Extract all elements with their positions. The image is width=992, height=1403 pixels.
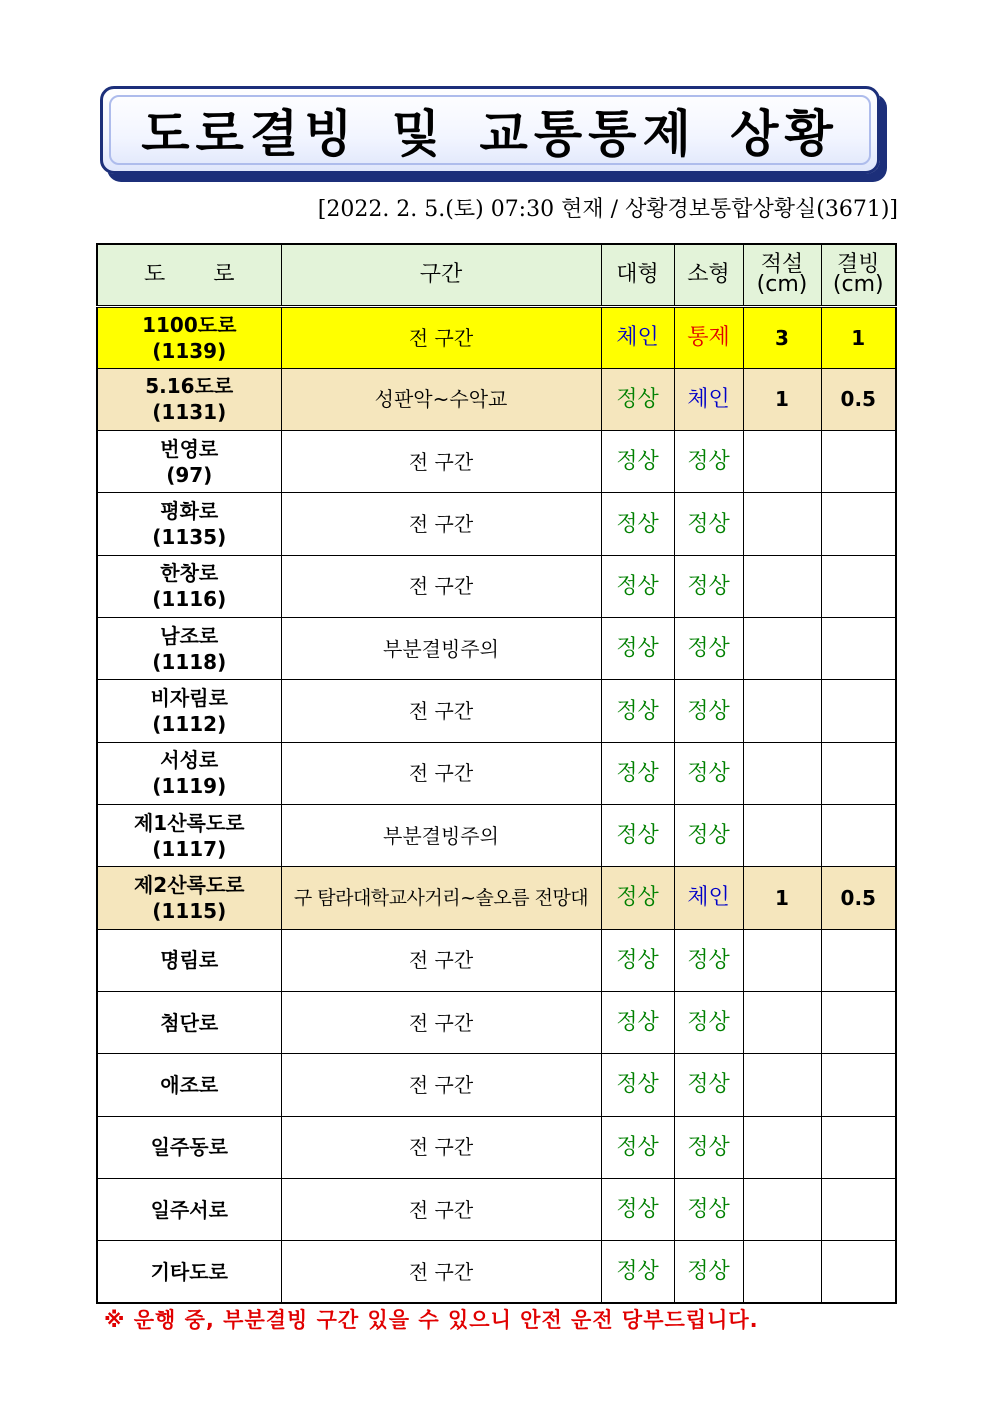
ice-depth-cell [821, 1054, 896, 1116]
ice-depth-cell [821, 805, 896, 867]
section-cell: 전 구간 [281, 1178, 601, 1240]
small-vehicle-status [674, 1116, 743, 1178]
small-vehicle-status [674, 1178, 743, 1240]
road-name-cell [97, 991, 281, 1053]
road-name: 남조로 [160, 623, 219, 648]
section-cell: 전 구간 [281, 1116, 601, 1178]
section-cell: 전 구간 [281, 929, 601, 991]
table-row [97, 805, 896, 867]
table-header-row [97, 244, 896, 306]
large-vehicle-status [601, 618, 674, 680]
section-cell: 전 구간 [281, 680, 601, 742]
ice-depth-cell [821, 493, 896, 555]
ice-depth-cell: 0.5 [821, 368, 896, 430]
status-text: 정상 [687, 1010, 730, 1036]
status-text: 정상 [687, 760, 730, 786]
road-name: 1100도로 [142, 312, 237, 337]
status-text: 정상 [687, 1134, 730, 1160]
road-number: (1139) [152, 338, 227, 363]
road-name: 서성로 [160, 748, 219, 773]
snow-depth-cell [743, 991, 821, 1053]
snow-depth-cell [743, 680, 821, 742]
status-text: 정상 [687, 698, 730, 724]
road-name-cell [97, 1178, 281, 1240]
road-name-cell [97, 618, 281, 680]
status-text: 정상 [616, 760, 659, 786]
header-ice-unit: (cm) [832, 271, 884, 297]
large-vehicle-status [601, 431, 674, 493]
small-vehicle-status [674, 805, 743, 867]
section-cell: 전 구간 [281, 1241, 601, 1303]
header-snow-depth [743, 244, 821, 306]
status-text: 정상 [616, 698, 659, 724]
status-text: 정상 [616, 1072, 659, 1098]
section-cell: 전 구간 [281, 555, 601, 617]
snow-depth-cell [743, 805, 821, 867]
large-vehicle-status [601, 867, 674, 929]
ice-depth-cell [821, 1116, 896, 1178]
status-text: 정상 [687, 1259, 730, 1285]
section-cell: 전 구간 [281, 306, 601, 368]
road-name-cell [97, 805, 281, 867]
table-row [97, 1178, 896, 1240]
small-vehicle-status [674, 867, 743, 929]
road-name-cell [97, 555, 281, 617]
small-vehicle-status [674, 1054, 743, 1116]
header-section: 구간 [281, 244, 601, 306]
status-text: 정상 [687, 947, 730, 973]
snow-depth-cell [743, 1241, 821, 1303]
road-number: (1118) [152, 649, 227, 674]
status-text: 정상 [616, 823, 659, 849]
large-vehicle-status [601, 1241, 674, 1303]
header-snow-unit: (cm) [756, 271, 808, 297]
table-row [97, 493, 896, 555]
table-row [97, 1116, 896, 1178]
road-name-cell [97, 306, 281, 368]
status-text: 정상 [687, 573, 730, 599]
snow-depth-cell [743, 618, 821, 680]
status-text: 정상 [687, 449, 730, 475]
section-cell: 구 탐라대학교사거리~솔오름 전망대 [281, 867, 601, 929]
header-road-char-1: 도 [143, 261, 166, 287]
status-text: 정상 [616, 1259, 659, 1285]
large-vehicle-status [601, 805, 674, 867]
small-vehicle-status [674, 680, 743, 742]
road-number: (1112) [152, 712, 227, 737]
small-vehicle-status [674, 991, 743, 1053]
ice-depth-cell [821, 1241, 896, 1303]
header-road-char-2: 로 [213, 261, 235, 287]
table-row [97, 368, 896, 430]
section-cell: 성판악~수악교 [281, 368, 601, 430]
status-text: 정상 [687, 823, 730, 849]
road-name: 한창로 [160, 561, 219, 586]
ice-depth-cell [821, 1178, 896, 1240]
table-row [97, 991, 896, 1053]
road-name: 번영로 [160, 436, 219, 461]
snow-depth-cell [743, 929, 821, 991]
status-text: 정상 [616, 386, 659, 412]
status-text: 정상 [616, 1010, 659, 1036]
small-vehicle-status [674, 431, 743, 493]
road-name: 일주동로 [150, 1135, 228, 1160]
section-cell: 전 구간 [281, 1054, 601, 1116]
road-name-cell [97, 867, 281, 929]
ice-depth-cell [821, 618, 896, 680]
small-vehicle-status [674, 555, 743, 617]
snow-depth-cell: 1 [743, 867, 821, 929]
page-title: 도로결빙 및 교통통제 상황 [141, 105, 839, 163]
header-small-vehicle: 소형 [674, 244, 743, 306]
table-row [97, 431, 896, 493]
snow-depth-cell: 1 [743, 368, 821, 430]
road-name-cell [97, 431, 281, 493]
table-row [97, 618, 896, 680]
snow-depth-cell [743, 1116, 821, 1178]
header-road [97, 244, 281, 306]
small-vehicle-status [674, 742, 743, 804]
road-name-cell [97, 680, 281, 742]
road-name: 기타도로 [150, 1259, 228, 1284]
large-vehicle-status [601, 929, 674, 991]
table-row [97, 867, 896, 929]
road-name: 비자림로 [150, 686, 228, 711]
section-cell: 부분결빙주의 [281, 618, 601, 680]
ice-depth-cell [821, 742, 896, 804]
header-ice-depth [821, 244, 896, 306]
table-row [97, 929, 896, 991]
status-text: 체인 [616, 325, 659, 351]
small-vehicle-status [674, 1241, 743, 1303]
road-name-cell [97, 368, 281, 430]
status-text: 정상 [687, 1197, 730, 1223]
status-text: 정상 [687, 511, 730, 537]
road-number: (1119) [152, 774, 227, 799]
large-vehicle-status [601, 1178, 674, 1240]
status-text: 통제 [687, 325, 730, 351]
ice-depth-cell [821, 680, 896, 742]
road-name: 명림로 [160, 948, 219, 973]
status-text: 정상 [616, 573, 659, 599]
large-vehicle-status [601, 1116, 674, 1178]
status-text: 체인 [687, 885, 730, 911]
large-vehicle-status [601, 1054, 674, 1116]
small-vehicle-status [674, 493, 743, 555]
large-vehicle-status [601, 306, 674, 368]
status-text: 정상 [616, 947, 659, 973]
table-row [97, 555, 896, 617]
status-text: 정상 [616, 1134, 659, 1160]
road-status-table [96, 243, 897, 1304]
status-text: 정상 [687, 1072, 730, 1098]
status-text: 정상 [687, 636, 730, 662]
section-cell: 전 구간 [281, 493, 601, 555]
small-vehicle-status [674, 618, 743, 680]
status-text: 정상 [616, 511, 659, 537]
section-cell: 전 구간 [281, 742, 601, 804]
ice-depth-cell [821, 555, 896, 617]
small-vehicle-status [674, 368, 743, 430]
status-text: 정상 [616, 636, 659, 662]
ice-depth-cell: 0.5 [821, 867, 896, 929]
snow-depth-cell: 3 [743, 306, 821, 368]
large-vehicle-status [601, 493, 674, 555]
road-number: (1131) [152, 400, 227, 425]
road-name: 제1산록도로 [133, 810, 245, 835]
table-row [97, 1241, 896, 1303]
large-vehicle-status [601, 991, 674, 1053]
road-name: 첨단로 [160, 1010, 219, 1035]
snow-depth-cell [743, 1054, 821, 1116]
safety-notice: ※ 운행 중, 부분결빙 구간 있을 수 있으니 안전 운전 당부드립니다. [104, 1308, 759, 1332]
report-timestamp: [2022. 2. 5.(토) 07:30 현재 / 상황경보통합상황실(3671)] [317, 197, 898, 222]
ice-depth-cell: 1 [821, 306, 896, 368]
road-name: 평화로 [160, 499, 219, 524]
road-number: (1116) [152, 587, 227, 612]
title-banner [100, 86, 880, 174]
status-text: 정상 [616, 885, 659, 911]
header-ice-label: 결빙 [836, 251, 880, 277]
ice-depth-cell [821, 991, 896, 1053]
road-name-cell [97, 1116, 281, 1178]
large-vehicle-status [601, 368, 674, 430]
road-name-cell [97, 929, 281, 991]
large-vehicle-status [601, 742, 674, 804]
snow-depth-cell [743, 431, 821, 493]
road-name-cell [97, 742, 281, 804]
snow-depth-cell [743, 742, 821, 804]
road-name-cell [97, 493, 281, 555]
road-number: (1115) [152, 898, 227, 923]
road-name: 5.16도로 [145, 374, 234, 399]
table-row [97, 742, 896, 804]
ice-depth-cell [821, 929, 896, 991]
header-large-vehicle: 대형 [601, 244, 674, 306]
small-vehicle-status [674, 306, 743, 368]
table-row [97, 1054, 896, 1116]
road-number: (1135) [152, 525, 227, 550]
road-name-cell [97, 1054, 281, 1116]
section-cell: 부분결빙주의 [281, 805, 601, 867]
large-vehicle-status [601, 680, 674, 742]
status-text: 정상 [616, 1197, 659, 1223]
snow-depth-cell [743, 1178, 821, 1240]
small-vehicle-status [674, 929, 743, 991]
table-row [97, 306, 896, 368]
snow-depth-cell [743, 555, 821, 617]
road-number: (97) [166, 462, 213, 487]
snow-depth-cell [743, 493, 821, 555]
road-number: (1117) [152, 836, 227, 861]
header-snow-label: 적설 [760, 251, 804, 277]
large-vehicle-status [601, 555, 674, 617]
ice-depth-cell [821, 431, 896, 493]
road-name: 애조로 [160, 1072, 219, 1097]
road-name: 제2산록도로 [133, 872, 245, 897]
status-text: 체인 [687, 386, 730, 412]
table-row [97, 680, 896, 742]
section-cell: 전 구간 [281, 991, 601, 1053]
road-name: 일주서로 [150, 1197, 228, 1222]
road-name-cell [97, 1241, 281, 1303]
status-text: 정상 [616, 449, 659, 475]
section-cell: 전 구간 [281, 431, 601, 493]
